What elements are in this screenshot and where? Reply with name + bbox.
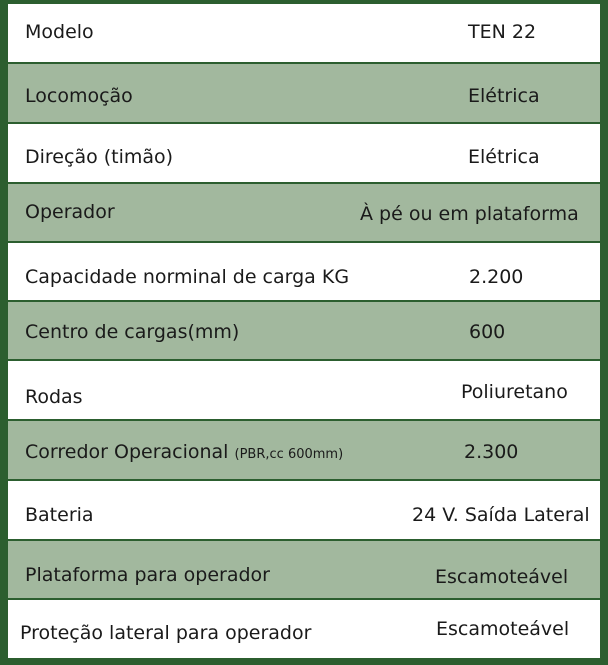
spec-value: Elétrica [468,146,540,168]
spec-value: Elétrica [468,85,540,107]
spec-label-note: (PBR,cc 600mm) [234,447,344,462]
spec-row-bateria [8,481,600,539]
spec-label: Modelo [25,21,94,43]
spec-label: Centro de cargas(mm) [25,321,240,343]
spec-value: TEN 22 [468,21,537,43]
spec-label: Capacidade norminal de carga KG [25,266,350,288]
spec-row-capacidade [8,243,600,300]
spec-label: Operador [25,201,115,223]
spec-label: Corredor Operacional (PBR,cc 600mm) [25,441,344,463]
spec-row-operador [8,184,600,241]
spec-row-corredor [8,421,600,479]
spec-value: 2.300 [464,441,519,463]
spec-row-rodas [8,361,600,419]
spec-row-centro-cargas [8,302,600,359]
spec-value: Escamoteável [436,618,570,640]
spec-label: Bateria [25,504,94,526]
spec-row-direcao [8,124,600,182]
spec-value: 600 [469,321,506,343]
spec-label: Plataforma para operador [25,564,270,586]
spec-value: 2.200 [469,266,524,288]
spec-row-modelo [8,4,600,62]
spec-row-locomocao [8,64,600,122]
spec-label: Proteção lateral para operador [20,622,312,644]
spec-value: Poliuretano [461,381,568,403]
spec-label: Rodas [25,386,83,408]
spec-value: Escamoteável [435,566,569,588]
spec-label: Locomoção [25,85,133,107]
spec-value: 24 V. Saída Lateral [412,504,590,526]
spec-label: Direção (timão) [25,146,174,168]
spec-row-protecao [8,600,600,658]
spec-row-plataforma [8,541,600,598]
spec-value: À pé ou em plataforma [360,203,579,225]
